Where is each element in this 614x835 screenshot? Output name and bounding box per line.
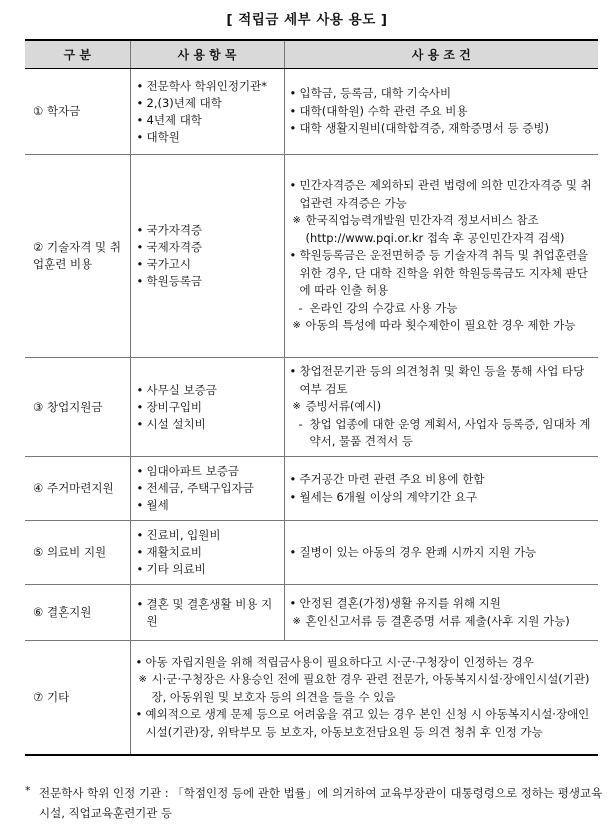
- list-item: • 2,(3)년제 대학: [137, 95, 280, 112]
- condition-item: • 대학 생활지원비(대학합격증, 재학증명서 등 증빙): [290, 120, 593, 138]
- dash-item: - 창업 업종에 대한 운영 계획서, 사업자 등록증, 임대차 계약서, 물품 견적서 등: [290, 416, 593, 451]
- footnote-mark: *: [25, 784, 31, 797]
- note-mark-icon: ※: [292, 615, 301, 627]
- condition-item: • 예외적으로 생계 문제 등으로 어려움을 겪고 있는 경우 본인 신청 시 아동복지시설·장애인시설(기관)장, 위탁부모 등 보호자, 아동보호전담요원 등 의견 청취 후 인정 가능: [136, 706, 593, 741]
- table-row: [25, 155, 598, 358]
- table-row: [25, 69, 598, 155]
- condition-item: • 질병이 있는 아동의 경우 완쾌 시까지 지원 가능: [290, 544, 593, 562]
- list-item: • 결혼 및 결혼생활 비용 지원: [137, 596, 280, 630]
- header-items: 사 용 항 목: [130, 41, 284, 69]
- table-row: [25, 358, 598, 457]
- row-category: ② 기술자격 및 취업훈련 비용: [25, 155, 130, 358]
- table-row: [25, 585, 598, 641]
- note-item: ※ 한국직업능력개발원 민간자격 정보서비스 참조 (http://www.pqi.or.kr 접속 후 공인민간자격 검색): [292, 213, 565, 245]
- row-conditions: [284, 69, 598, 155]
- list-item: • 학원등록금: [137, 273, 280, 290]
- condition-item: • 월세는 6개월 이상의 계약기간 요구: [290, 489, 593, 507]
- row-category: ① 학자금: [25, 69, 130, 155]
- row-items: [130, 358, 284, 457]
- dash-item: - 온라인 강의 수강료 사용 가능: [290, 300, 593, 318]
- list-item: • 국제자격증: [137, 239, 280, 256]
- usage-table: [25, 39, 598, 756]
- table-row: [25, 641, 598, 754]
- note-item: ※ 증빙서류(예시): [290, 398, 593, 416]
- footnote: [27, 783, 607, 823]
- row-items: [130, 155, 284, 358]
- condition-item: • 민간자격증은 제외하되 관련 법령에 의한 민간자격증 및 취업관련 자격증은 가능: [290, 177, 593, 212]
- row-category: ④ 주거마련지원: [25, 457, 130, 521]
- condition-item: • 대학(대학원) 수학 관련 주요 비용: [290, 103, 593, 121]
- condition-item: • 창업전문기관 등의 의견청취 및 확인 등을 통해 사업 타당 여부 검토: [290, 363, 593, 398]
- list-item: • 4년제 대학: [137, 112, 280, 129]
- list-item: • 국가자격증: [137, 222, 280, 239]
- header-conditions: 사 용 조 건: [284, 41, 598, 69]
- row-conditions: [284, 155, 598, 358]
- condition-item: • 주거공간 마련 관련 주요 비용에 한함: [290, 471, 593, 489]
- header-row: [25, 41, 598, 69]
- note-mark-icon: ※: [292, 215, 301, 227]
- condition-item: • 입학금, 등록금, 대학 기숙사비: [290, 85, 593, 103]
- row-category: ⑤ 의료비 지원: [25, 521, 130, 585]
- row-category: ③ 창업지원금: [25, 358, 130, 457]
- condition-item: • 안정된 결혼(가정)생활 유지를 위해 지원: [290, 595, 593, 613]
- row-items: [130, 521, 284, 585]
- list-item: • 진료비, 입원비: [137, 527, 280, 544]
- list-item: • 월세: [137, 497, 280, 514]
- row-category: ⑥ 결혼지원: [25, 585, 130, 641]
- note-mark-icon: ※: [292, 320, 301, 332]
- note-item: ※ 아동의 특성에 따라 횟수제한이 필요한 경우 제한 가능: [290, 317, 593, 335]
- table-row: [25, 521, 598, 585]
- row-conditions: [284, 358, 598, 457]
- list-item: • 시설 설치비: [137, 416, 280, 433]
- row-conditions: [130, 641, 598, 754]
- footnote-text: 전문학사 학위 인정 기관 : 「학점인정 등에 관한 법률」에 의거하여 교육부장관이 대통령령으로 정하는 평생교육시설, 직업교육훈련기관 등: [39, 786, 603, 820]
- list-item: • 장비구입비: [137, 399, 280, 416]
- row-items: [130, 69, 284, 155]
- list-item: • 전세금, 주택구입자금: [137, 480, 280, 497]
- note-item: ※ 시·군·구청장은 사용승인 전에 필요한 경우 관련 전문가, 아동복지시설·장애인시설(기관)장, 아동위원 및 보호자 등의 의견을 들을 수 있음: [138, 672, 590, 704]
- condition-item: • 아동 자립지원을 위해 적립금사용이 필요하다고 시·군·구청장이 인정하는 경우: [136, 654, 593, 672]
- list-item: • 대학원: [137, 129, 280, 146]
- row-items: [130, 457, 284, 521]
- note-item: ※ 혼인신고서류 등 결혼증명 서류 제출(사후 지원 가능): [290, 613, 593, 631]
- row-category: ⑦ 기타: [25, 641, 130, 754]
- list-item: • 기타 의료비: [137, 561, 280, 578]
- condition-item: • 학원등록금은 운전면허증 등 기술자격 취득 및 취업훈련을 위한 경우, 단 대학 진학을 위한 학원등록금도 지자체 판단에 따라 인출 허용: [290, 247, 593, 300]
- page-title: [ 적립금 세부 사용 용도 ]: [226, 12, 388, 28]
- row-conditions: [284, 521, 598, 585]
- header-category: 구 분: [25, 41, 130, 69]
- row-conditions: [284, 457, 598, 521]
- table-row: [25, 457, 598, 521]
- list-item: • 재활치료비: [137, 544, 280, 561]
- row-items: [130, 585, 284, 641]
- note-mark-icon: ※: [138, 674, 147, 685]
- list-item: • 임대아파트 보증금: [137, 463, 280, 480]
- row-conditions: [284, 585, 598, 641]
- list-item: • 국가고시: [137, 256, 280, 273]
- note-mark-icon: ※: [292, 401, 301, 413]
- list-item: • 사무실 보증금: [137, 382, 280, 399]
- list-item: • 전문학사 학위인정기관*: [137, 78, 280, 95]
